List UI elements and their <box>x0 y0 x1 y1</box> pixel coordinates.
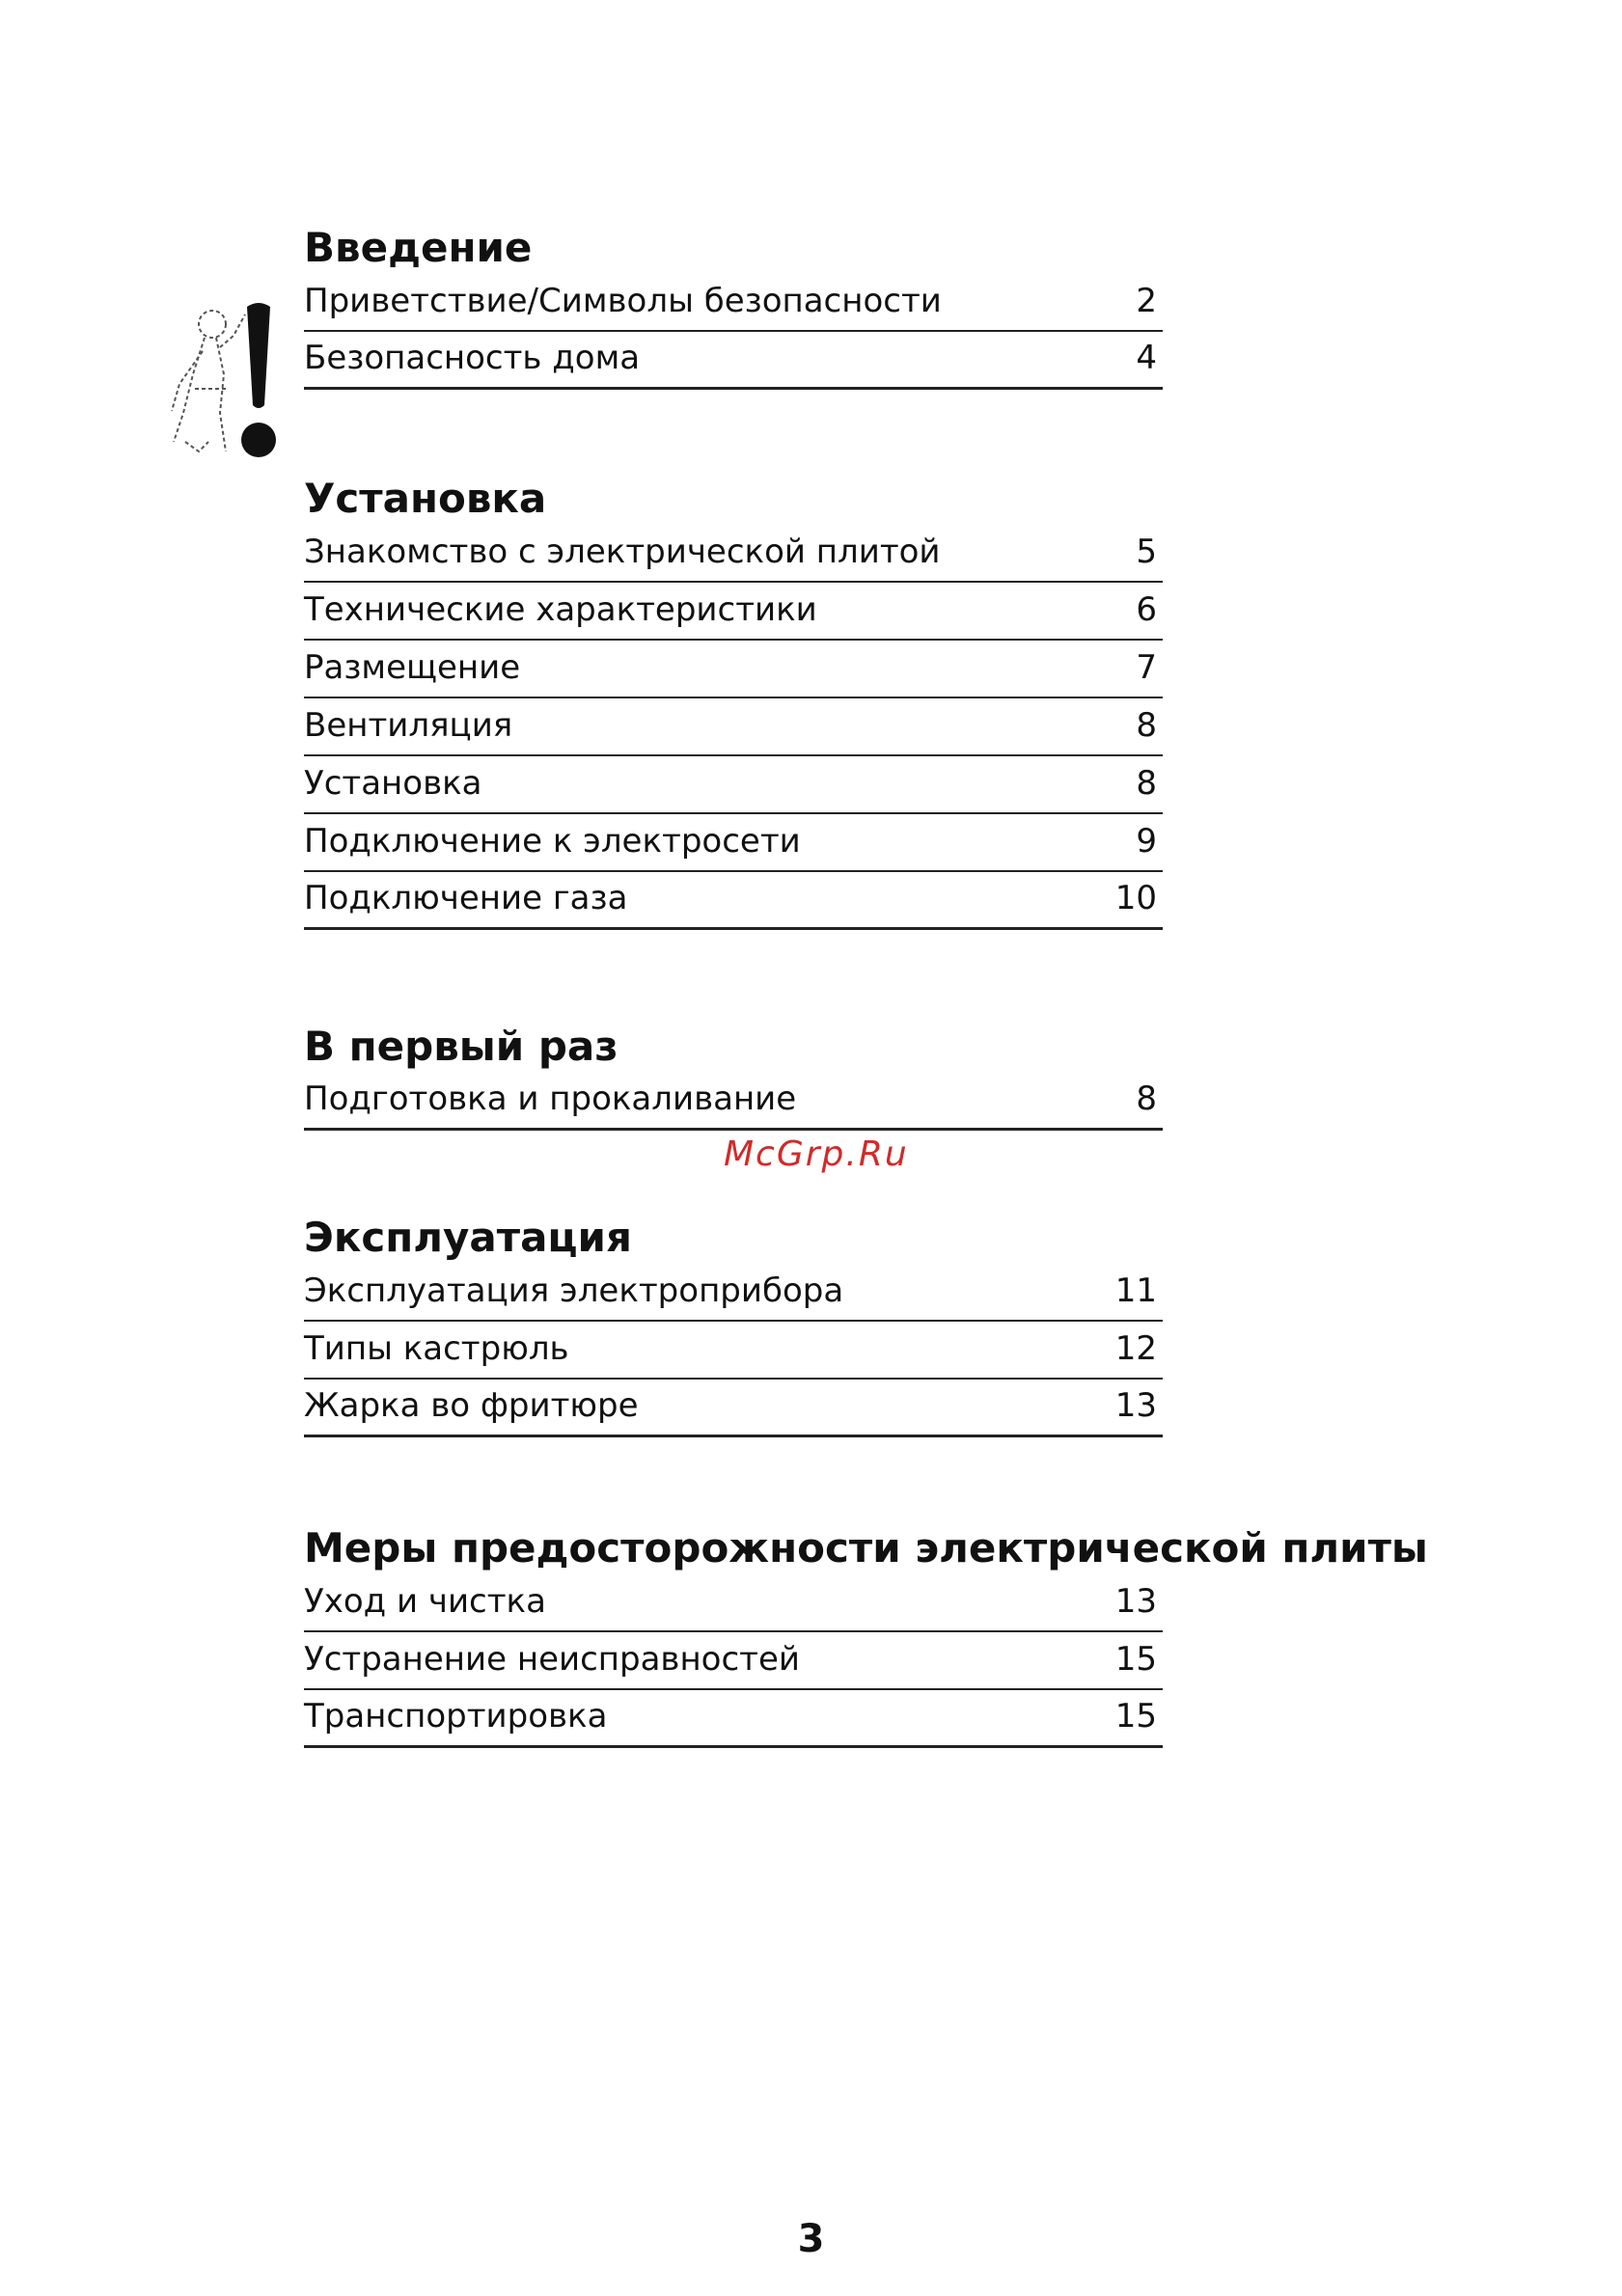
toc-entry-page: 6 <box>1136 590 1157 629</box>
exclamation-figure-icon <box>166 297 289 461</box>
toc-entry-page: 5 <box>1136 533 1157 571</box>
toc-entry[interactable] <box>304 756 1163 814</box>
toc-entry-page: 2 <box>1136 282 1157 320</box>
toc-entry[interactable] <box>304 641 1163 698</box>
toc-entry[interactable] <box>304 1632 1163 1690</box>
toc-entry-page: 8 <box>1136 706 1157 745</box>
page-number: 3 <box>797 2217 825 2261</box>
toc-entry-label: Технические характеристики <box>304 590 817 629</box>
toc-entry-label: Эксплуатация электроприбора <box>304 1271 844 1310</box>
toc-entry[interactable] <box>304 274 1163 332</box>
toc-entry-page: 13 <box>1114 1582 1157 1621</box>
toc-entry-label: Подготовка и прокаливание <box>304 1080 797 1118</box>
toc-entry-label: Жарка во фритюре <box>304 1386 639 1425</box>
section-title: Установка <box>304 475 547 522</box>
toc-entry-label: Подключение газа <box>304 879 628 917</box>
toc-section-precautions <box>304 1524 1428 1748</box>
toc-entry-label: Размещение <box>304 648 521 687</box>
toc-section-operation <box>304 1214 1163 1437</box>
toc-entry-page: 4 <box>1136 339 1157 377</box>
toc-entry[interactable] <box>304 1690 1163 1748</box>
toc-entry-page: 15 <box>1114 1640 1157 1679</box>
toc-entry[interactable] <box>304 1073 1163 1131</box>
toc-entry-page: 8 <box>1136 764 1157 803</box>
toc-entry[interactable] <box>304 698 1163 756</box>
watermark: McGrp.Ru <box>724 1134 909 1174</box>
toc-entry[interactable] <box>304 872 1163 930</box>
section-title: В первый раз <box>304 1023 619 1070</box>
toc-entry[interactable] <box>304 332 1163 390</box>
toc-entry-page: 10 <box>1114 879 1157 917</box>
toc-entry[interactable] <box>304 1380 1163 1437</box>
toc-entry[interactable] <box>304 814 1163 872</box>
toc-entry-page: 12 <box>1114 1329 1157 1368</box>
section-title: Меры предосторожности электрической плиты <box>304 1524 1428 1572</box>
toc-entry[interactable] <box>304 1264 1163 1322</box>
toc-entry-label: Транспортировка <box>304 1697 608 1736</box>
toc-entry-page: 15 <box>1114 1697 1157 1736</box>
toc-entry-page: 11 <box>1114 1271 1157 1310</box>
section-title: Введение <box>304 224 533 271</box>
toc-section-introduction <box>304 224 1163 390</box>
toc-entry-label: Безопасность дома <box>304 339 641 377</box>
toc-entry[interactable] <box>304 525 1163 583</box>
toc-section-installation <box>304 475 1163 930</box>
toc-entry-label: Приветствие/Символы безопасности <box>304 282 942 320</box>
toc-entry-page: 8 <box>1136 1080 1157 1118</box>
toc-entry-label: Установка <box>304 764 482 803</box>
toc-entry-label: Уход и чистка <box>304 1582 546 1621</box>
toc-entry[interactable] <box>304 1574 1163 1632</box>
toc-section-first-time <box>304 1023 1163 1131</box>
toc-entry-page: 9 <box>1136 822 1157 861</box>
toc-entry-label: Типы кастрюль <box>304 1329 569 1368</box>
toc-entry-page: 13 <box>1114 1386 1157 1425</box>
toc-entry-label: Знакомство с электрической плитой <box>304 533 941 571</box>
toc-entry[interactable] <box>304 1322 1163 1380</box>
toc-entry-label: Подключение к электросети <box>304 822 801 861</box>
section-title: Эксплуатация <box>304 1214 632 1261</box>
toc-entry[interactable] <box>304 583 1163 641</box>
toc-entry-label: Устранение неисправностей <box>304 1640 801 1679</box>
toc-entry-label: Вентиляция <box>304 706 513 745</box>
toc-entry-page: 7 <box>1136 648 1157 687</box>
